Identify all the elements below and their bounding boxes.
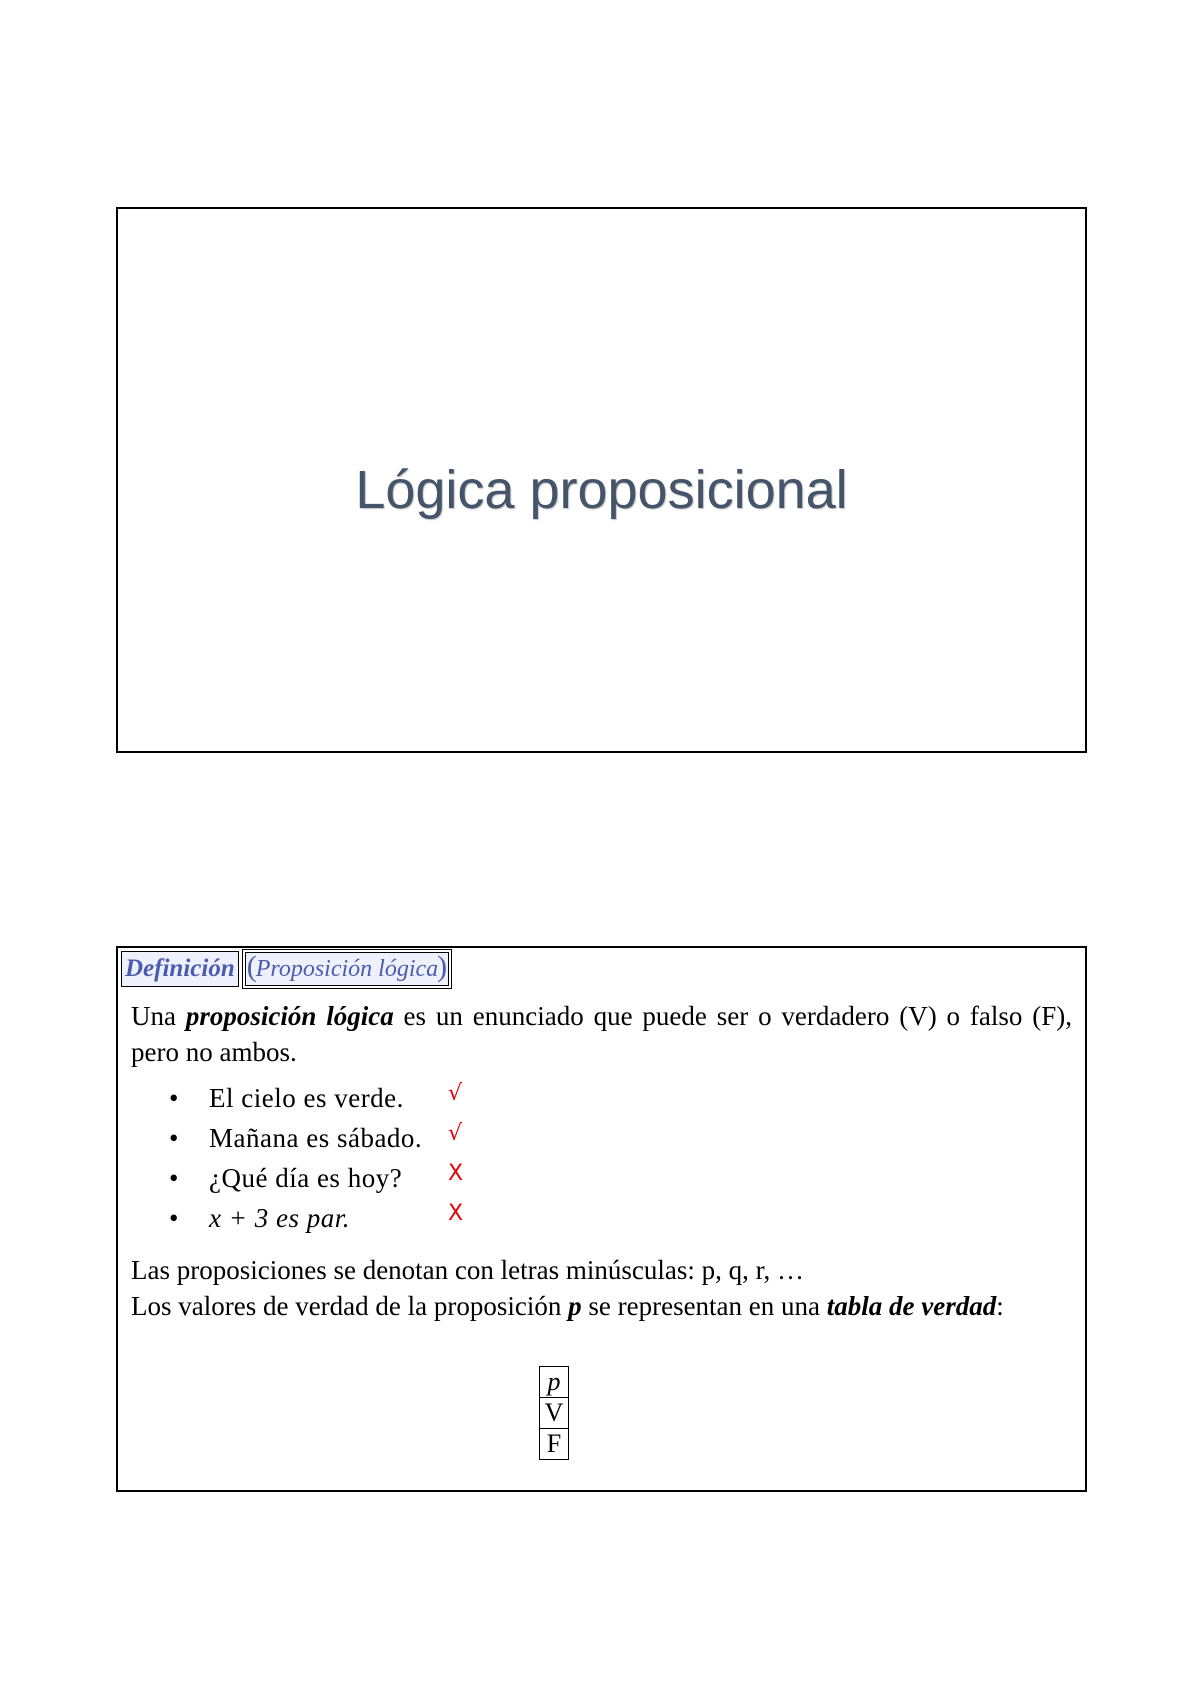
values-term: tabla de verdad bbox=[826, 1291, 997, 1321]
denote-paragraph: Las proposiciones se denotan con letras minúsculas: p, q, r, … bbox=[131, 1255, 805, 1285]
slide-title: Lógica proposicional bbox=[355, 460, 848, 520]
definition-body bbox=[131, 998, 1072, 1324]
definition-name: ( Proposición lógica ) bbox=[245, 952, 449, 986]
check-icon: √ bbox=[448, 1081, 463, 1106]
bullet-icon: • bbox=[169, 1123, 179, 1153]
list-item: • El cielo es verde. √ bbox=[131, 1078, 1072, 1118]
cross-icon: X bbox=[448, 1201, 464, 1226]
list-item: • x + 3 es par. X bbox=[131, 1198, 1072, 1238]
bullet-icon: • bbox=[169, 1203, 179, 1233]
cross-icon: X bbox=[448, 1161, 464, 1186]
truth-table-cell: F bbox=[540, 1429, 569, 1460]
bullet-icon: • bbox=[169, 1083, 179, 1113]
list-item: • Mañana es sábado. √ bbox=[131, 1118, 1072, 1158]
intro-term: proposición lógica bbox=[185, 1001, 394, 1031]
definition-header bbox=[121, 951, 449, 987]
truth-table bbox=[539, 1366, 569, 1460]
bullet-icon: • bbox=[169, 1163, 179, 1193]
values-paragraph: Los valores de verdad de la proposición p se representan en una tabla de verdad: bbox=[131, 1291, 1004, 1321]
definition-label: Definición bbox=[121, 951, 239, 987]
truth-table-cell: V bbox=[540, 1398, 569, 1429]
check-icon: √ bbox=[448, 1121, 463, 1146]
example-list bbox=[131, 1078, 1072, 1238]
definition-slide bbox=[116, 946, 1087, 1492]
truth-table-header: p bbox=[540, 1367, 569, 1398]
list-item: • ¿Qué día es hoy? X bbox=[131, 1158, 1072, 1198]
title-slide bbox=[116, 207, 1087, 753]
intro-paragraph: Una proposición lógica es un enunciado que puede ser o verdadero (V) o falso (F), pero no ambos. bbox=[131, 1001, 1072, 1067]
